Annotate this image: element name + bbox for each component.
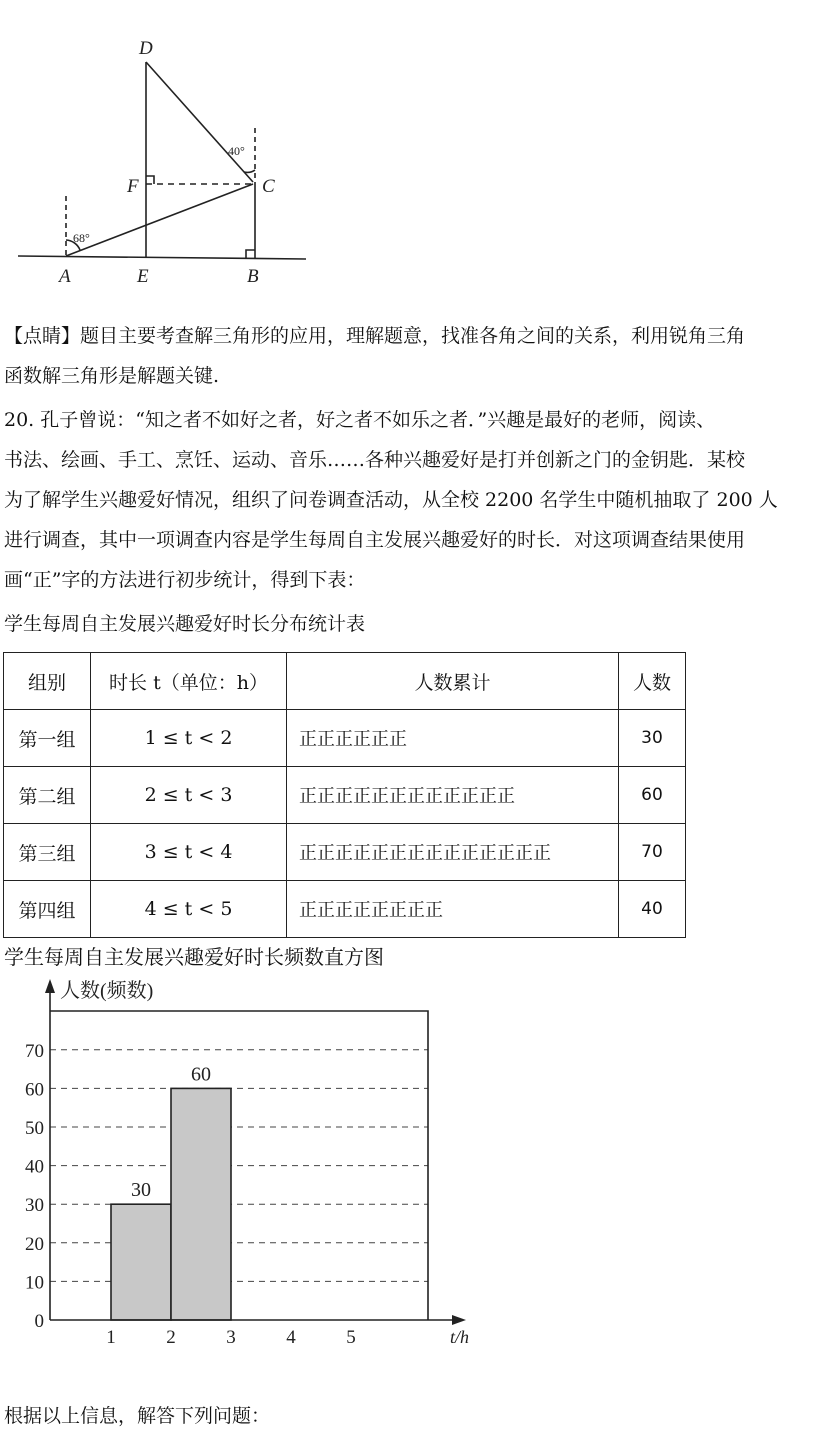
label-b: B [247, 266, 259, 287]
y-axis-label: 人数(频数) [60, 980, 154, 1002]
cell-tally: 正正正正正正正正 [287, 881, 619, 938]
label-e: E [137, 266, 149, 287]
x-axis-arrow [452, 1315, 466, 1325]
right-angle-f [146, 176, 154, 184]
cell-count: 70 [619, 824, 686, 881]
right-angle-b [246, 250, 255, 258]
bar-value-label: 60 [191, 1063, 211, 1086]
y-tick-label: 40 [25, 1156, 44, 1178]
cell-count: 40 [619, 881, 686, 938]
histogram-title: 学生每周自主发展兴趣爱好时长频数直方图 [4, 945, 384, 969]
header-duration: 时长 t（单位：h） [91, 653, 287, 710]
y-tick-label: 50 [25, 1118, 44, 1139]
label-a: A [59, 266, 71, 287]
x-axis-label: t/h [450, 1327, 470, 1347]
bar-value-label: 30 [131, 1179, 151, 1202]
cell-tally: 正正正正正正正正正正正正 [287, 767, 619, 824]
table-row [4, 710, 686, 767]
label-d: D [139, 38, 153, 59]
cell-range: 2 ≤ t < 3 [91, 767, 287, 824]
question-line: 为了解学生兴趣爱好情况，组织了问卷调查活动，从全校 2200 名学生中随机抽取了 200 人 [4, 489, 778, 511]
ground-line [18, 256, 306, 259]
x-tick-label: 4 [286, 1327, 296, 1348]
cell-group: 第三组 [4, 824, 91, 881]
histogram-bar [171, 1088, 231, 1320]
x-tick-label: 2 [166, 1327, 176, 1348]
table-row [4, 767, 686, 824]
label-angle-40: 40° [228, 144, 245, 158]
histogram-chart [0, 975, 500, 1355]
label-angle-68: 68° [73, 231, 90, 245]
x-tick-label: 5 [346, 1327, 356, 1348]
stats-table [3, 652, 686, 938]
table-row [4, 881, 686, 938]
arc-40 [244, 170, 255, 172]
label-f: F [127, 176, 139, 197]
cell-group: 第一组 [4, 710, 91, 767]
cell-range: 4 ≤ t < 5 [91, 881, 287, 938]
geometry-figure [0, 0, 340, 300]
cell-range: 1 ≤ t < 2 [91, 710, 287, 767]
cell-group: 第四组 [4, 881, 91, 938]
x-tick-label: 1 [106, 1327, 116, 1348]
segment-dc [146, 62, 253, 182]
y-axis-arrow [45, 979, 55, 993]
question-paragraph [4, 400, 836, 600]
table-row [4, 824, 686, 881]
y-tick-label: 20 [25, 1233, 44, 1255]
header-count: 人数 [619, 653, 686, 710]
analysis-paragraph [4, 316, 836, 396]
cell-count: 60 [619, 767, 686, 824]
y-tick-label: 0 [34, 1311, 44, 1332]
cell-range: 3 ≤ t < 4 [91, 824, 287, 881]
header-group: 组别 [4, 653, 91, 710]
histogram-bar [111, 1204, 171, 1320]
y-tick-label: 60 [25, 1079, 44, 1101]
question-line: 书法、绘画、手工、烹饪、运动、音乐……各种兴趣爱好是打并创新之门的金钥匙．某校 [4, 449, 746, 471]
y-tick-label: 30 [25, 1195, 44, 1217]
question-line: 进行调查，其中一项调查内容是学生每周自主发展兴趣爱好的时长．对这项调查结果使用 [4, 529, 746, 551]
table-title: 学生每周自主发展兴趣爱好时长分布统计表 [4, 613, 366, 635]
footer-text: 根据以上信息，解答下列问题： [4, 1405, 271, 1427]
cell-tally: 正正正正正正正正正正正正正正 [287, 824, 619, 881]
question-line: 画“正”字的方法进行初步统计，得到下表： [4, 569, 366, 591]
y-tick-label: 70 [25, 1040, 44, 1062]
header-tally: 人数累计 [287, 653, 619, 710]
cell-count: 30 [619, 710, 686, 767]
question-line: 20. 孔子曾说：“知之者不如好之者，好之者不如乐之者．”兴趣是最好的老师，阅读、 [4, 409, 716, 431]
analysis-line: 【点睛】题目主要考查解三角形的应用，理解题意，找准各角之间的关系，利用锐角三角 [4, 325, 746, 347]
table-header-row [4, 653, 686, 710]
cell-tally: 正正正正正正 [287, 710, 619, 767]
segment-ac [66, 184, 253, 256]
cell-group: 第二组 [4, 767, 91, 824]
label-c: C [262, 176, 275, 197]
x-tick-label: 3 [226, 1327, 236, 1348]
analysis-line: 函数解三角形是解题关键. [4, 365, 220, 387]
y-tick-label: 10 [25, 1272, 44, 1294]
